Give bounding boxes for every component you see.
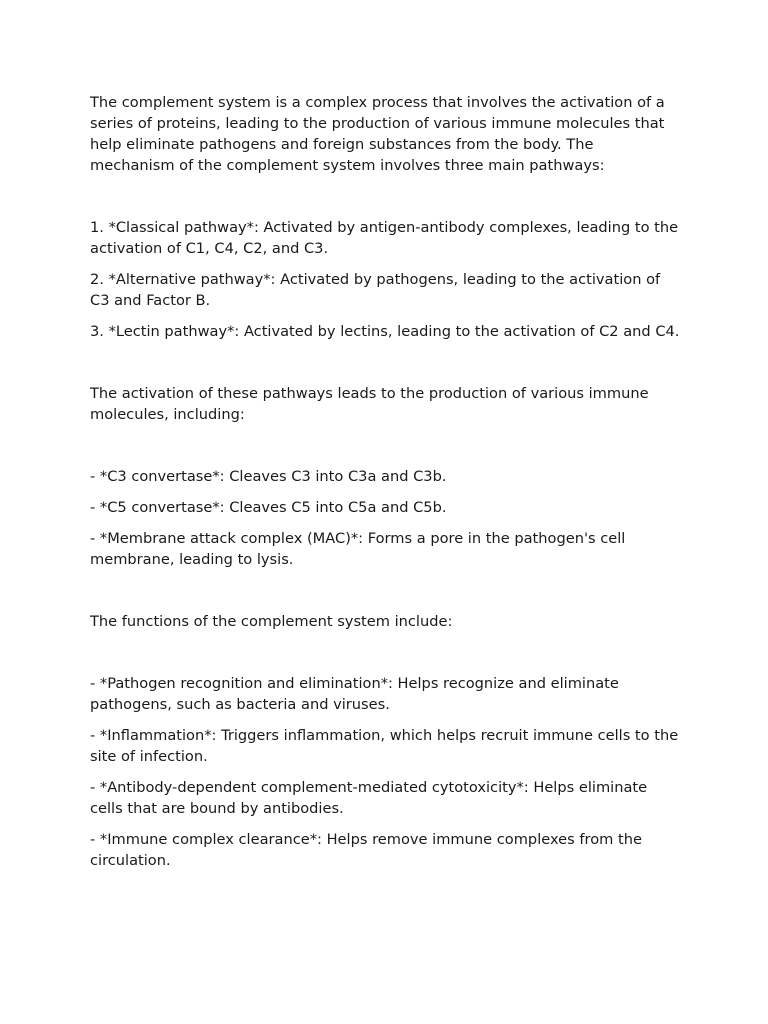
molecules-intro-paragraph: The activation of these pathways leads to the production of various immune molecules, including: xyxy=(90,385,649,423)
molecule-item: - *C3 convertase*: Cleaves C3 into C3a and C3b. xyxy=(90,468,447,485)
pathway-item: 2. *Alternative pathway*: Activated by pathogens, leading to the activation of C3 and Factor B. xyxy=(90,271,661,309)
molecule-item: - *Membrane attack complex (MAC)*: Forms a pore in the pathogen's cell membrane, leading to lysis. xyxy=(90,530,626,568)
function-item: - *Immune complex clearance*: Helps remove immune complexes from the circulation. xyxy=(90,831,642,869)
intro-paragraph: The complement system is a complex process that involves the activation of a series of proteins, leading to the production of various immune molecules that help eliminate pathogens and foreign substances from the body. The mechanism of the complement system involves three main pathways: xyxy=(90,94,665,174)
function-item: - *Antibody-dependent complement-mediated cytotoxicity*: Helps eliminate cells that are bound by antibodies. xyxy=(90,779,648,817)
function-item: - *Pathogen recognition and elimination*: Helps recognize and eliminate pathogens, such as bacteria and viruses. xyxy=(90,675,619,713)
molecule-item: - *C5 convertase*: Cleaves C5 into C5a and C5b. xyxy=(90,499,447,516)
document-body xyxy=(90,92,682,871)
function-item: - *Inflammation*: Triggers inflammation, which helps recruit immune cells to the site of infection. xyxy=(90,727,679,765)
pathway-item: 3. *Lectin pathway*: Activated by lectins, leading to the activation of C2 and C4. xyxy=(90,323,680,340)
pathway-item: 1. *Classical pathway*: Activated by antigen-antibody complexes, leading to the activation of C1, C4, C2, and C3. xyxy=(90,219,679,257)
functions-intro-paragraph: The functions of the complement system include: xyxy=(90,613,453,630)
